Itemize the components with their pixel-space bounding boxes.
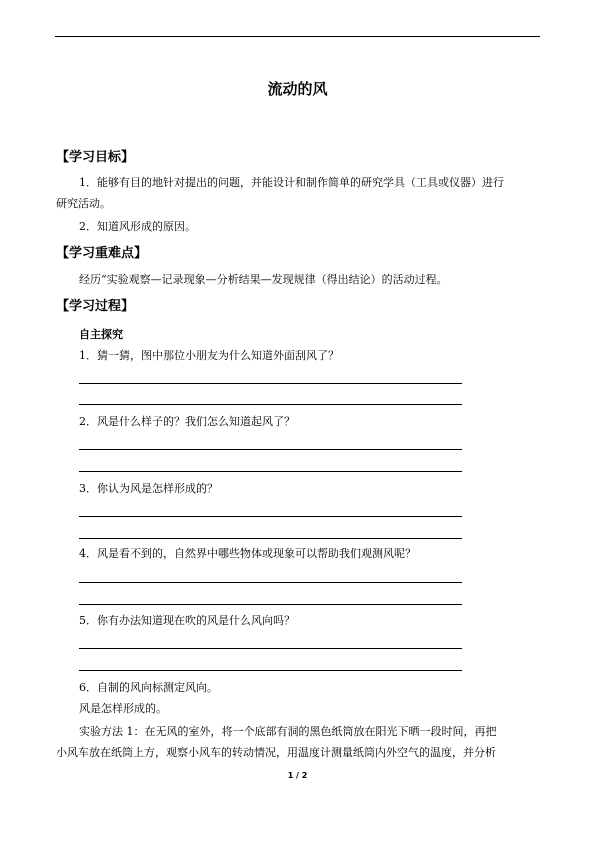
header-rule <box>55 36 540 37</box>
answer-line <box>79 648 462 649</box>
answer-line <box>79 538 462 539</box>
question-2: 2．风是什么样子的？我们怎么知道起风了？ <box>79 415 295 428</box>
answer-line <box>79 516 462 517</box>
key-points-text: 经历“实验观察—记录现象—分析结果—发现规律（得出结论）的活动过程。 <box>79 273 448 286</box>
answer-line <box>79 383 462 384</box>
objectives-heading: 【学习目标】 <box>56 150 135 165</box>
question-3: 3．你认为风是怎样形成的？ <box>79 482 218 495</box>
process-heading: 【学习过程】 <box>56 299 135 314</box>
question-4: 4．风是看不到的，自然界中哪些物体或现象可以帮助我们观测风呢？ <box>79 547 416 560</box>
question-1: 1．猜一猜，图中那位小朋友为什么知道外面刮风了？ <box>79 349 339 362</box>
answer-line <box>79 404 462 405</box>
objective-1-line-1: 1．能够有目的地针对提出的问题，并能设计和制作简单的研究学具（工具或仪器）进行 <box>79 176 504 189</box>
key-points-heading: 【学习重难点】 <box>56 246 148 261</box>
page-title: 流动的风 <box>267 80 328 98</box>
answer-line <box>79 604 462 605</box>
answer-line <box>79 582 462 583</box>
answer-line <box>79 449 462 450</box>
question-6: 6．自制的风向标测定风向。 <box>79 681 218 694</box>
objective-1-line-2: 研究活动。 <box>56 197 111 210</box>
wind-formation-text: 风是怎样形成的。 <box>79 702 167 715</box>
self-study-subheading: 自主探究 <box>79 328 123 341</box>
method-1-line-1: 实验方法 1：在无风的室外，将一个底部有洞的黑色纸筒放在阳光下晒一段时间，再把 <box>79 725 497 738</box>
objective-2: 2．知道风形成的原因。 <box>79 220 196 233</box>
answer-line <box>79 471 462 472</box>
question-5: 5．你有办法知道现在吹的风是什么风向吗？ <box>79 614 295 627</box>
method-1-line-2: 小风车放在纸筒上方，观察小风车的转动情况，用温度计测量纸筒内外空气的温度，并分析 <box>56 746 496 759</box>
page-number: 1 / 2 <box>287 771 308 780</box>
answer-line <box>79 670 462 671</box>
